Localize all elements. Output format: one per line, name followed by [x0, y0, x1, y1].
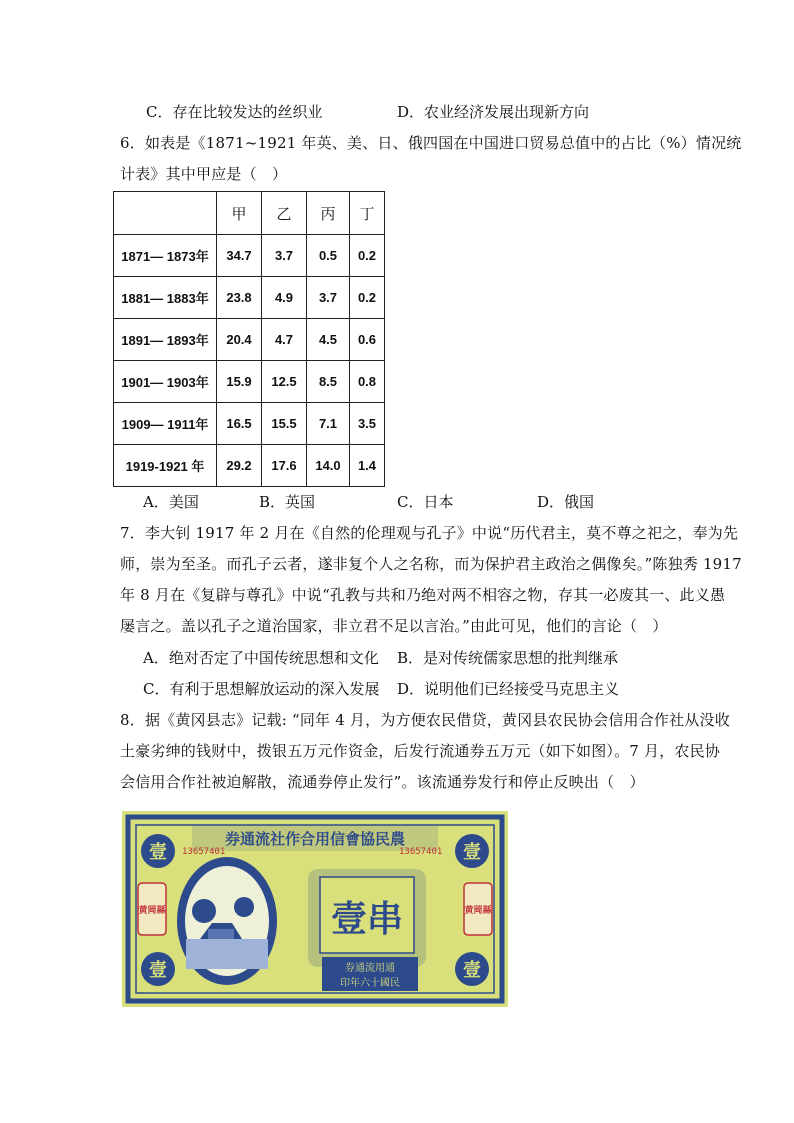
q7-line2: 师，崇为至圣。而孔子云者，遂非复个人之名称，而为保护君主政治之偶像矣。”陈独秀 1917	[120, 555, 742, 573]
table-cell-period: 1871— 1873年	[114, 235, 217, 277]
corner-char-tr: 壹	[463, 842, 481, 863]
q6-option-c: C．日本	[397, 493, 454, 511]
q6-stem-line2: 计表》其中甲应是（ ）	[120, 165, 288, 183]
vignette-water	[186, 939, 268, 969]
corner-char-tl: 壹	[149, 842, 167, 863]
table-cell: 34.7	[217, 235, 262, 277]
table-header-ding: 丁	[350, 192, 385, 235]
vignette-tree-left	[192, 899, 216, 923]
table-row	[114, 235, 385, 277]
table-cell: 4.7	[262, 319, 307, 361]
q7-line3: 年 8 月在《复辟与尊孔》中说“孔教与共和乃绝对两不相容之物，存其一必废其一、此义愚	[120, 586, 726, 604]
q7-option-d: D．说明他们已经接受马克思主义	[397, 680, 620, 698]
table-row	[114, 277, 385, 319]
table-cell-period: 1891— 1893年	[114, 319, 217, 361]
q7-option-a: A．绝对否定了中国传统思想和文化	[143, 649, 379, 667]
table-cell: 20.4	[217, 319, 262, 361]
table-header-yi: 乙	[262, 192, 307, 235]
banknote-title-text: 券通流社作合用信會協民農	[224, 830, 406, 848]
table-cell: 0.2	[350, 277, 385, 319]
table-row	[114, 445, 385, 487]
vignette-tree-right	[234, 897, 254, 917]
table-cell-period: 1909— 1911年	[114, 403, 217, 445]
q8-line2: 土豪劣绅的钱财中，拨银五万元作资金，后发行流通券五万元（如下如图）。7 月，农民协	[120, 742, 721, 760]
bottom-label-line1: 券通流用通	[345, 963, 395, 974]
table-cell-period: 1919-1921 年	[114, 445, 217, 487]
q7-line4: 屡言之。盖以孔子之道治国家，非立君不足以言治。”由此可见，他们的言论（ ）	[120, 617, 668, 635]
denomination-text: 壹串	[330, 898, 404, 940]
county-seal-left-text: 黄岡縣	[138, 906, 166, 916]
table-cell: 4.9	[262, 277, 307, 319]
q6-option-a: A．美国	[143, 493, 199, 511]
table-cell: 0.6	[350, 319, 385, 361]
q6-option-b: B．英国	[259, 493, 316, 511]
q6-option-d: D．俄国	[537, 493, 595, 511]
q7-option-c: C．有利于思想解放运动的深入发展	[143, 680, 380, 698]
q8-line1: 8．据《黄冈县志》记载: “同年 4 月，为方便农民借贷，黄冈县农民协会信用合作社从没收	[120, 711, 730, 729]
table-row	[114, 361, 385, 403]
table-cell: 16.5	[217, 403, 262, 445]
q5-option-c: C．存在比较发达的丝织业	[146, 103, 323, 121]
corner-char-bl: 壹	[149, 960, 167, 981]
q6-trade-table	[113, 191, 385, 487]
table-cell: 15.9	[217, 361, 262, 403]
table-cell: 12.5	[262, 361, 307, 403]
q7-option-b: B．是对传统儒家思想的批判继承	[397, 649, 619, 667]
table-cell: 14.0	[307, 445, 350, 487]
banknote-image	[122, 811, 508, 1007]
q6-stem-line1: 6．如表是《1871~1921 年英、美、日、俄四国在中国进口贸易总值中的占比（%）情况统	[120, 134, 742, 152]
table-cell-period: 1901— 1903年	[114, 361, 217, 403]
table-header-empty	[114, 192, 217, 235]
table-cell: 3.5	[350, 403, 385, 445]
table-row	[114, 403, 385, 445]
banknote-serial-left: 13657401	[182, 847, 226, 857]
corner-char-br: 壹	[463, 960, 481, 981]
q8-line3: 会信用合作社被迫解散，流通券停止发行”。该流通券发行和停止反映出（ ）	[120, 773, 645, 791]
table-cell: 7.1	[307, 403, 350, 445]
table-cell: 1.4	[350, 445, 385, 487]
table-cell: 0.8	[350, 361, 385, 403]
table-cell: 0.2	[350, 235, 385, 277]
table-cell: 3.7	[262, 235, 307, 277]
vignette-pavilion-body	[208, 929, 234, 939]
banknote-serial-right: 13657401	[399, 847, 443, 857]
bottom-label-line2: 印年六十國民	[340, 978, 400, 989]
table-cell-period: 1881— 1883年	[114, 277, 217, 319]
q7-line1: 7．李大钊 1917 年 2 月在《自然的伦理观与孔子》中说“历代君主，莫不尊之祀之，奉为先	[120, 524, 739, 542]
table-cell: 4.5	[307, 319, 350, 361]
table-cell: 17.6	[262, 445, 307, 487]
table-cell: 29.2	[217, 445, 262, 487]
table-header-bing: 丙	[307, 192, 350, 235]
table-cell: 0.5	[307, 235, 350, 277]
table-header-jia: 甲	[217, 192, 262, 235]
q5-option-d: D．农业经济发展出现新方向	[397, 103, 590, 121]
table-cell: 8.5	[307, 361, 350, 403]
table-cell: 15.5	[262, 403, 307, 445]
table-cell: 3.7	[307, 277, 350, 319]
county-seal-right-text: 黄岡縣	[464, 906, 492, 916]
table-cell: 23.8	[217, 277, 262, 319]
table-row	[114, 319, 385, 361]
